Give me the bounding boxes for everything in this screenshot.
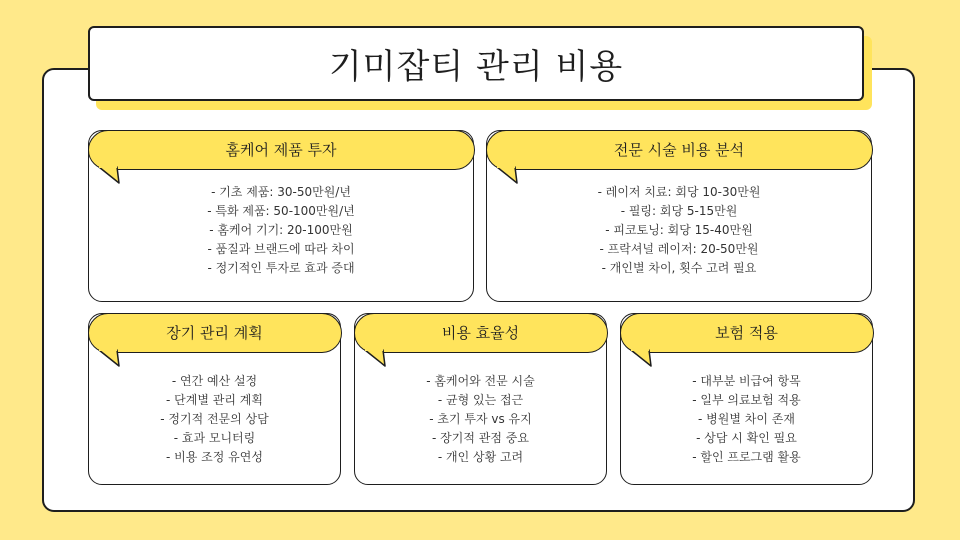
- list-item: - 단계별 관리 계획: [166, 393, 263, 407]
- list-item: - 병원별 차이 존재: [698, 412, 795, 426]
- card-item-list: [89, 372, 340, 467]
- list-item: - 할인 프로그램 활용: [692, 450, 801, 464]
- list-item: - 레이저 치료: 회당 10-30만원: [597, 185, 761, 199]
- list-item: - 홈케어 기기: 20-100만원: [209, 223, 353, 237]
- card-item-list: [89, 183, 473, 278]
- speech-tail-icon: [495, 167, 517, 183]
- list-item: - 기초 제품: 30-50만원/년: [211, 185, 351, 199]
- list-item: - 홈케어와 전문 시술: [426, 374, 535, 388]
- title-box: [88, 26, 864, 101]
- list-item: - 특화 제품: 50-100만원/년: [207, 204, 355, 218]
- list-item: - 초기 투자 vs 유지: [429, 412, 532, 426]
- list-item: - 피코토닝: 회당 15-40만원: [605, 223, 753, 237]
- speech-tail-icon: [363, 350, 385, 366]
- card-item-list: [355, 372, 606, 467]
- card-heading: 전문 시술 비용 분석: [486, 130, 873, 170]
- speech-tail-icon: [97, 167, 119, 183]
- list-item: - 상담 시 확인 필요: [696, 431, 797, 445]
- list-item: - 필링: 회당 5-15만원: [620, 204, 738, 218]
- list-item: - 대부분 비급여 항목: [692, 374, 801, 388]
- list-item: - 균형 있는 접근: [437, 393, 524, 407]
- list-item: - 장기적 관점 중요: [432, 431, 529, 445]
- list-item: - 비용 조정 유연성: [166, 450, 263, 464]
- card-heading: 장기 관리 계획: [88, 313, 342, 353]
- list-item: - 품질과 브랜드에 따라 차이: [207, 242, 355, 256]
- card-item-list: [621, 372, 872, 467]
- card-heading: 보험 적용: [620, 313, 874, 353]
- list-item: - 프락셔널 레이저: 20-50만원: [599, 242, 759, 256]
- card-item-list: [487, 183, 871, 278]
- card-cost-efficiency: [354, 313, 607, 485]
- list-item: - 정기적 전문의 상담: [160, 412, 269, 426]
- card-heading: 비용 효율성: [354, 313, 608, 353]
- card-long-term-plan: [88, 313, 341, 485]
- card-home-care: [88, 130, 474, 302]
- card-professional-treatment: [486, 130, 872, 302]
- card-heading: 홈케어 제품 투자: [88, 130, 475, 170]
- list-item: - 효과 모니터링: [173, 431, 256, 445]
- list-item: - 연간 예산 설정: [171, 374, 258, 388]
- list-item: - 개인별 차이, 횟수 고려 필요: [601, 261, 757, 275]
- speech-tail-icon: [629, 350, 651, 366]
- speech-tail-icon: [97, 350, 119, 366]
- list-item: - 개인 상황 고려: [437, 450, 524, 464]
- page-title: 기미잡티 관리 비용: [328, 47, 624, 87]
- card-insurance: [620, 313, 873, 485]
- list-item: - 정기적인 투자로 효과 증대: [207, 261, 355, 275]
- list-item: - 일부 의료보험 적용: [692, 393, 801, 407]
